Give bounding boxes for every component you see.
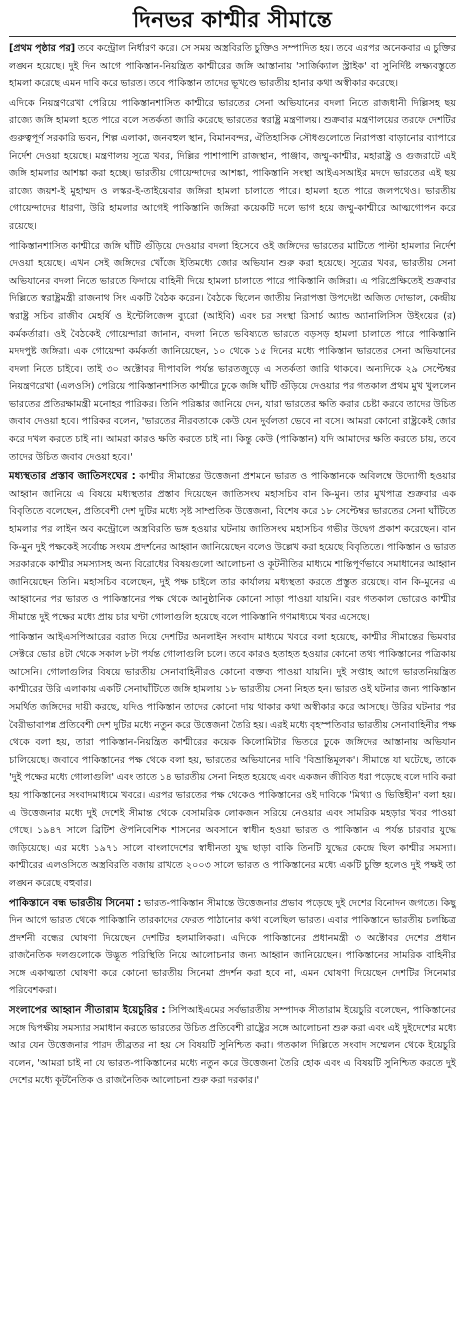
paragraph-text: পাকিস্তানশাসিত কাশ্মীরে জঙ্গি ঘাঁটি গুঁড়িয়ে দেওয়ার বদলা হিসেবে ওই জঙ্গিদের ভারতের মাটিতে পাল্টা হামলার নির্দেশ দেওয়া হয়েছে। এখন সেই জঙ্গিদের খোঁজে ইতিমধ্যে জোর অভিযান শুরু করা হয়েছে। সূত্রের খবর, ভারতীয় সেনা অভিযানের বদলা নিতে ভারতে ফিদায়ে বাহিনী দিয়ে হামলা চালাতে পারে পাকিস্তানি জঙ্গিরা। এ পরিপ্রেক্ষিতেই শুক্রবার দিল্লিতে স্বরাষ্ট্রমন্ত্রী রাজনাথ সিং একটি বৈঠক করেন। বৈঠকে ছিলেন জাতীয় নিরাপত্তা উপদেষ্টা অজিত দোভাল, কেন্দ্রীয় স্বরাষ্ট্র সচিব রাজীব মেহর্ষি ও ইন্টেলিজেন্স ব্যুরো (আইবি) এবং চর সংস্থা রিসার্চ অ্যান্ড অ্যানালিসিস উইংয়ের (র) কর্মকর্তারা। ওই বৈঠকেই গোয়েন্দারা জানান, বদলা নিতে ভবিষ্যতে ভারতে বড়সড় হামলা চালাতে পারে পাকিস্তানি মদদপুষ্ট জঙ্গিরা। এক গোয়েন্দা কর্মকর্তা জানিয়েছেন, ১০ থেকে ১৫ দিনের মধ্যে পাকিস্তান ভারতের সেনা অভিযানের বদলা নিতে চাইবে। তাই ৩০ অক্টোবর দীপাবলি পর্যন্ত ভারতজুড়ে এ সতর্কতা জারি থাকবে। অন্যদিকে ২৯ সেপ্টেম্বর নিয়ন্ত্রণরেখা (এলওসি) পেরিয়ে পাকিস্তানশাসিত কাশ্মীরে ঢুকে জঙ্গি ঘাঁটি গুঁড়িয়ে দেওয়ার পর গতকাল প্রথম মুখ খুললেন ভারতের প্রতিরক্ষামন্ত্রী মনোহর পারিকর। তিনি পরিষ্কার জানিয়ে দেন, যারা ভারতের ক্ষতি করার চেষ্টা করবে তাদের উচিত জবাব দেওয়া হবে। পারিকর বলেন, 'ভারতের নীরবতাকে কেউ যেন দুর্বলতা ভেবে না বসে। আমরা কোনো রাষ্ট্রকেই জোর করে দখল করতে চাই না। আমরা কারও ক্ষতি করতে চাই না। কিন্তু কেউ (পাকিস্তান) যদি আমাদের ক্ষতি করতে চায়, তবে তাদের উচিত জবাব দেওয়া হবে।'	[9, 240, 456, 463]
continuation-marker: [প্রথম পৃষ্ঠার পর]	[9, 43, 76, 54]
article-paragraph	[9, 895, 456, 1001]
paragraph-text: কাশ্মীর সীমান্তের উত্তেজনা প্রশমনে ভারত ও পাকিস্তানকে অবিলম্বে উদ্যোগী হওয়ার আহ্বান জানিয়ে এ বিষয়ে মধ্যস্থতার প্রস্তাব দিয়েছেন জাতিসংঘ মহাসচিব বান কি-মুন। তার মুখপাত্র শুক্রবার এক বিবৃতিতে বলেছেন, প্রতিবেশী দেশ দুটির মধ্যে সৃষ্ট সাম্প্রতিক উত্তেজনা, বিশেষ করে ১৮ সেপ্টেম্বর ভারতের সেনা ঘাঁটিতে হামলার পর লাইন অব কন্ট্রোলে অস্ত্রবিরতি ভঙ্গ হওয়ার ঘটনায় জাতিসংঘ মহাসচিব গভীর উদ্বেগ প্রকাশ করেছেন। বান কি-মুন দুই পক্ষকেই সর্বোচ্চ সংযম প্রদর্শনের আহ্বান জানিয়েছেন বলেও উল্লেখ করা হয়েছে বিবৃতিতে। পাকিস্তান ও ভারত সরকারকে কাশ্মীর সমস্যাসহ অন্য বিরোধের বিষয়গুলো আলোচনা ও কূটনীতির মাধ্যমে শান্তিপূর্ণভাবে সমাধানের আহ্বান জানিয়েছেন তিনি। মহাসচিব বলেছেন, দুই পক্ষ চাইলে তার কার্যালয় মধ্যস্থতা করতে প্রস্তুত রয়েছে। বান কি-মুনের এ আহ্বানের পর ভারত ও পাকিস্তানের পক্ষ থেকে আনুষ্ঠানিক কোনো সাড়া পাওয়া যায়নি। বরং গতকাল ভোরেও কাশ্মীর সীমান্তে দুই পক্ষের মধ্যে প্রায় চার ঘণ্টা গোলাগুলি হয়েছে বলে পাকিস্তানি গণমাধ্যমে খবর এসেছে।	[9, 471, 456, 623]
subheading: সংলাপের আহ্বান সীতারাম ইয়েচুরির :	[9, 1005, 166, 1017]
article-paragraph	[9, 40, 456, 93]
article-paragraph	[9, 238, 456, 467]
paragraph-text: এদিকে নিয়ন্ত্রণরেখা পেরিয়ে পাকিস্তানশাসিত কাশ্মীরে ভারতের সেনা অভিযানের বদলা নিতে রাজধানী দিল্লিসহ ছয় রাজ্যে জঙ্গি হামলা হতে পারে বলে সতর্কতা জারি করেছে ভারতের স্বরাষ্ট্র মন্ত্রণালয়। শুক্রবার মন্ত্রণালয়ের তরফে দেশটির গুরুত্বপূর্ণ সরকারি ভবন, শিল্প এলাকা, জনবহুল স্থান, বিমানবন্দর, ঐতিহাসিক সৌধগুলোতে নিরাপত্তা বাড়ানোর ব্যাপারে নির্দেশ দেওয়া হয়েছে। মন্ত্রণালয় সূত্রে খবর, দিল্লির পাশাপাশি রাজস্থান, পাঞ্জাব, জম্মু-কাশ্মীর, মহারাষ্ট্র ও গুজরাটে এই জঙ্গি হামলার আশঙ্কা করা হচ্ছে। ভারতীয় গোয়েন্দাদের আশঙ্কা, পাকিস্তানি সংস্থা আইএসআইর মদদে ভারতের এই ছয় রাজ্যে জয়শ-ই মুহাম্মদ ও লস্কর-ই-তাইয়েবার জঙ্গিরা হামলা চালাতে পারে। হামলা হতে পারে জলপথেও। ভারতীয় গোয়েন্দাদের ধারণা, উরি হামলার আগেই পাকিস্তানি জঙ্গিরা কয়েকটি দলে ভাগ হয়ে জম্মু-কাশ্মীরে আত্মগোপন করে রয়েছে।	[9, 97, 456, 232]
paragraph-text: ভারত-পাকিস্তান সীমান্তে উত্তেজনার প্রভাব পড়েছে দুই দেশের বিনোদন জগতে। কিছু দিন আগে ভারত থেকে পাকিস্তানি তারকাদের ফেরত পাঠানোর কথা বলেছিল ভারত। এবার পাকিস্তানে ভারতীয় চলচ্চিত্র প্রদর্শনী বন্ধের ঘোষণা দিয়েছেন দেশটির হলমালিকরা। এদিকে পাকিস্তানের প্রধানমন্ত্রী ৩ অক্টোবর দেশের প্রধান রাজনৈতিক দলগুলোকে উদ্ভূত পরিস্থিতি নিয়ে আলোচনার জন্য আহ্বান জানিয়েছেন। পাকিস্তানের সামরিক বাহিনীর সঙ্গে একাত্মতা ঘোষণা করে কোনো ভারতীয় সিনেমা প্রদর্শন করা হবে না, এমন ঘোষণা দিয়েছেন দেশটির সিনেমার পরিবেশকরা।	[9, 897, 456, 997]
paragraph-text: সিপিআইএমের সর্বভারতীয় সম্পাদক সীতারাম ইয়েচুরি বলেছেন, পাকিস্তানের সঙ্গে দ্বিপক্ষীয় সমস্যার সমাধান করতে ভারতের উচিত প্রতিবেশী রাষ্ট্রের সঙ্গে আলোচনা শুরু করা এবং এই দুইদেশের মধ্যে আর যেন উত্তেজনার পারদ তীব্রতর না হয় সে বিষয়টি সুনিশ্চিত করা। গতকাল দিল্লিতে সংবাদ সম্মেলন থেকে ইয়েচুরি বলেন, 'আমরা চাই না যে ভারত-পাকিস্তানের মধ্যে নতুন করে উত্তেজনা তৈরি হোক এবং এ বিষয়টি সুনিশ্চিত করতে দুই দেশের মধ্যে কূটনৈতিক ও রাজনৈতিক আলোচনা শুরু করা দরকার।'	[9, 1005, 456, 1087]
article-paragraph	[9, 468, 456, 626]
paragraph-text: তবে কন্ট্রোল নির্ধারণ করে। সে সময় অস্ত্রবিরতি চুক্তিও সম্পাদিত হয়। তবে এরপর অনেকবার এ চুক্তির লঙ্ঘন হয়েছে। দুই দিন আগে পাকিস্তান-নিয়ন্ত্রিত কাশ্মীরের জঙ্গি আস্তানায় 'সার্জিক্যাল স্ট্রাইক' বা সুনির্দিষ্ট লক্ষ্যবস্তুতে হামলা করেছে এমন দাবি করে ভারত। তবে পাকিস্তান তাদের ভূখণ্ডে ভারতীয় হানার কথা অস্বীকার করেছে।	[9, 43, 456, 90]
article-paragraph	[9, 629, 456, 893]
article-paragraph	[9, 1002, 456, 1090]
headline-divider	[9, 36, 456, 37]
article-body	[9, 40, 456, 1090]
subheading: পাকিস্তানে বন্ধ ভারতীয় সিনেমা :	[9, 897, 142, 909]
article-paragraph	[9, 95, 456, 236]
subheading: মধ্যস্থতার প্রস্তাব জাতিসংঘের :	[9, 471, 136, 483]
paragraph-text: পাকিস্তান আইএসপিআরের বরাত দিয়ে দেশটির অনলাইন সংবাদ মাধ্যমে খবরে বলা হয়েছে, কাশ্মীর সীমান্তের ভিমবার সেক্টরে ভোর ৪টা থেকে সকাল ৮টা পর্যন্ত গোলাগুলি চলে। তবে কারও হতাহত হওয়ার কোনো তথ্য পাকিস্তানের পত্রিকায় আসেনি। গোলাগুলির বিষয়ে ভারতীয় সেনাবাহিনীরও কোনো বক্তব্য পাওয়া যায়নি। দুই সপ্তাহ আগে ভারতনিয়ন্ত্রিত কাশ্মীরের উরি এলাকায় একটি সেনাঘাঁটিতে জঙ্গি হামলায় ১৮ ভারতীয় সেনা নিহত হন। ভারত ওই ঘটনার জন্য পাকিস্তান সমর্থিত জঙ্গিদের দায়ী করছে, যদিও পাকিস্তান তাদের কোনো দায় থাকার কথা অস্বীকার করে আসছে। উরির ঘটনার পর বৈরীভাবাপন্ন প্রতিবেশী দেশ দুটির মধ্যে নতুন করে উত্তেজনা তৈরি হয়। এরই মধ্যে বৃহস্পতিবার ভারতীয় সেনাবাহিনীর পক্ষ থেকে বলা হয়, তারা পাকিস্তান-নিয়ন্ত্রিত কাশ্মীরের কয়েক কিলোমিটার ভিতরে ঢুকে জঙ্গিদের আস্তানায় অভিযান চালিয়েছে। জবাবে পাকিস্তানের পক্ষ থেকে বলা হয়, ভারতের অভিযানের দাবি 'বিভ্রান্তিমূলক'। সীমান্তে যা ঘটেছে, তাকে 'দুই পক্ষের মধ্যে গোলাগুলি' এবং তাতে ১৪ ভারতীয় সেনা নিহত হয়েছে এবং একজন জীবিত ধরা পড়েছে বলে দাবি করা হয় পাকিস্তানের সংবাদমাধ্যমে খবরে। এরপর ভারতের পক্ষ থেকেও পাকিস্তানের ওই দাবিকে 'মিথ্যা ও ভিত্তিহীন' বলা হয়। এ উত্তেজনার মধ্যে দুই দেশেই সীমান্ত থেকে বেসামরিক লোকজন সরিয়ে নেওয়ার এবং সামরিক মহড়ার খবর পাওয়া গেছে। ১৯৪৭ সালে ব্রিটিশ ঔপনিবেশিক শাসনের অবসানে স্বাধীন হওয়া ভারত ও পাকিস্তান এ পর্যন্ত চারবার যুদ্ধে জড়িয়েছে। এর মধ্যে ১৯৭১ সালে বাংলাদেশের স্বাধীনতা যুদ্ধ ছাড়া বাকি তিনটি যুদ্ধের কেন্দ্রে ছিল কাশ্মীর সমস্যা। কাশ্মীরের এলওসিতে অস্ত্রবিরতি বজায় রাখতে ২০০৩ সালে ভারত ও পাকিস্তানের মধ্যে একটি চুক্তি হলেও দুই পক্ষই তা লঙ্ঘন করেছে বহুবার।	[9, 631, 457, 889]
headline: দিনভর কাশ্মীর সীমান্তে	[132, 7, 333, 33]
